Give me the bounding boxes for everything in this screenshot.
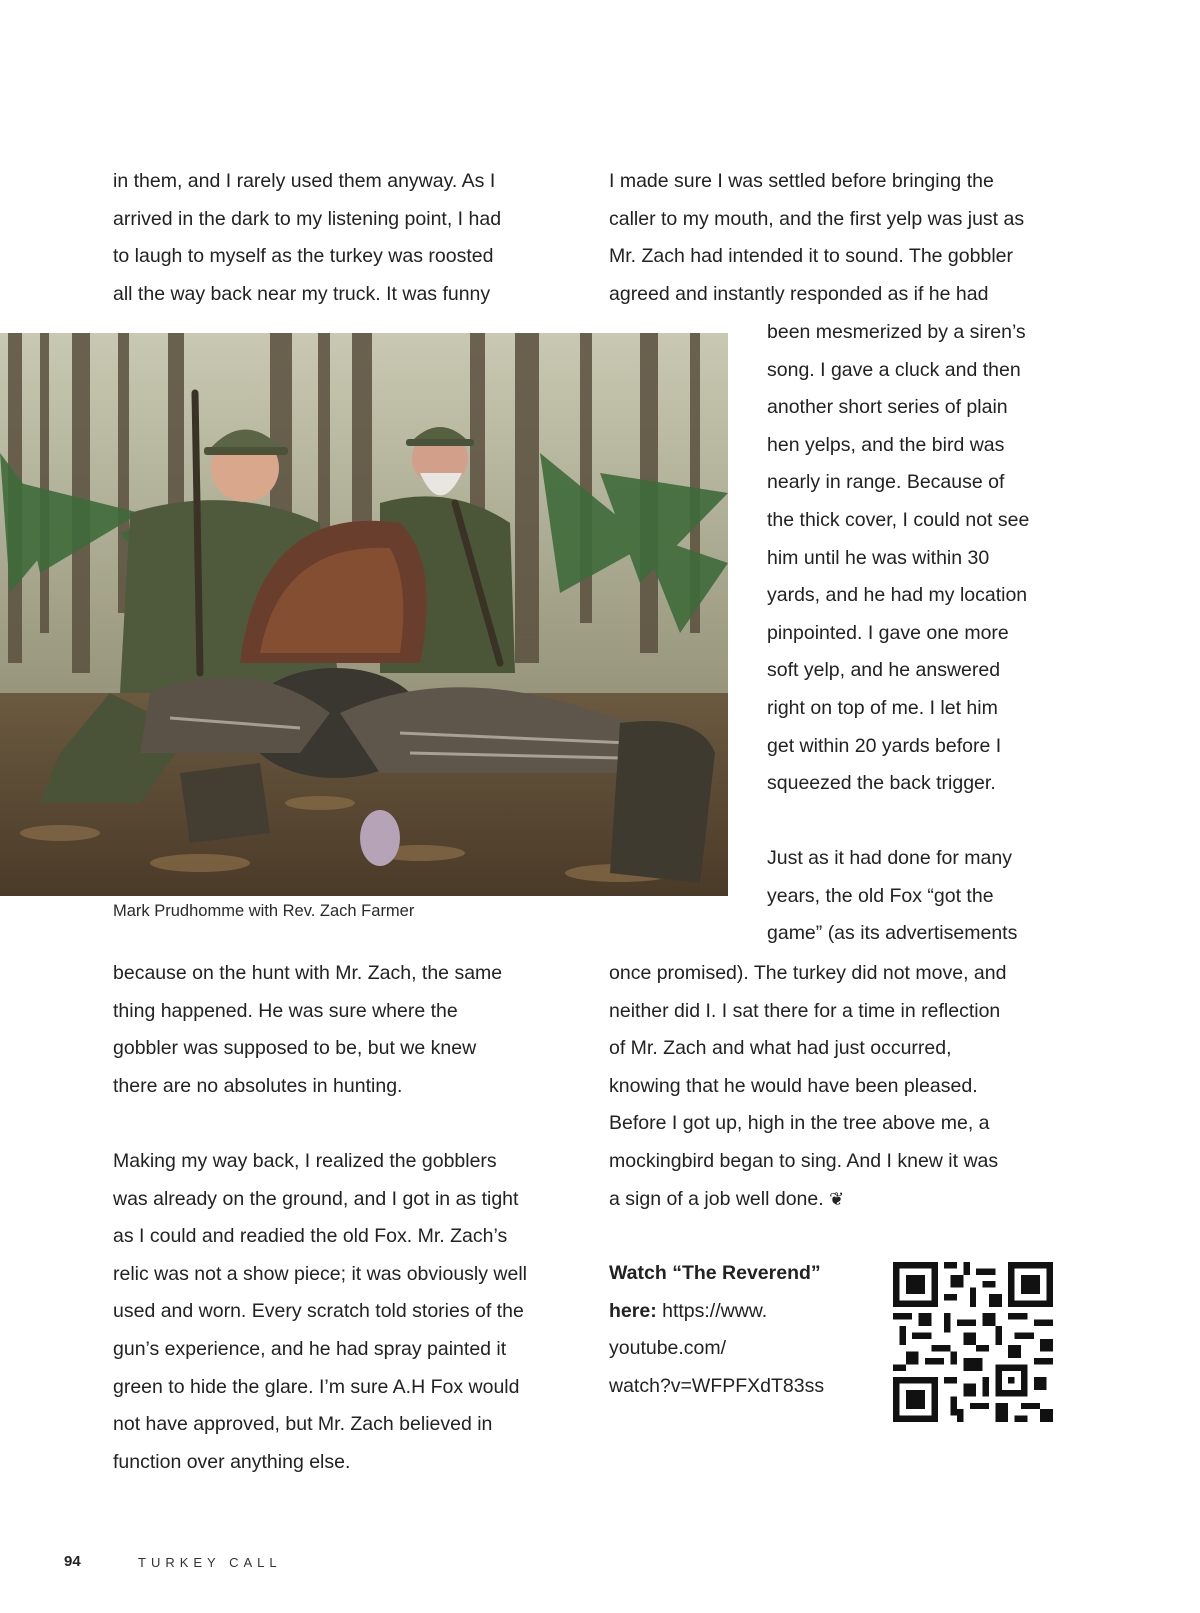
watch-url-part2[interactable]: youtube.com/ (609, 1337, 727, 1360)
watch-url-part1[interactable]: https://www. (656, 1299, 768, 1322)
hunters-turkey-photo (0, 333, 728, 896)
magazine-name: TURKEY CALL (138, 1555, 282, 1570)
watch-here-label: here: (609, 1299, 657, 1322)
col2-narrow-paragraph-2: Just as it had done for many years, the old Fox “got the game” (as its advertisements (767, 847, 1018, 945)
col2-paragraph-bottom-text: once promised). The turkey did not move, and neither did I. I sat there for a time in reflection of Mr. Zach and what had just occurred, knowing that he would have been pleased. Before I got up, high in the tree above me, a mockingbird began to sing. And I knew it was a sign of a job well done. (609, 962, 1007, 1210)
page-number: 94 (64, 1553, 81, 1570)
watch-url-part3[interactable]: watch?v=WFPFXdT83ss (609, 1374, 825, 1397)
col2-paragraph-bottom (609, 955, 1079, 1218)
end-mark-icon: ❦ (829, 1188, 845, 1209)
col1-paragraph-mid: because on the hunt with Mr. Zach, the same thing happened. He was sure where the gobbler was supposed to be, but we knew there are no absolutes in hunting. (113, 962, 503, 1097)
col1-paragraph-top: in them, and I rarely used them anyway. As I arrived in the dark to my listening point, I had to laugh to myself as the turkey was roosted all the way back near my truck. It was funny (113, 170, 502, 305)
qr-code-icon[interactable] (893, 1262, 1053, 1422)
watch-title: Watch “The Reverend” (609, 1262, 821, 1284)
col2-narrow-paragraph-1: been mesmerized by a siren’s song. I gave a cluck and then another short series of plain hen yelps, and the bird was nearly in range. Because of the thick cover, I could not see him until he was within 30 yards, and he had my location pinpointed. I gave one more soft yelp, and he answered right on top of me. I let him get within 20 yards before I squeezed the back trigger. (767, 321, 1030, 795)
photo-caption: Mark Prudhomme with Rev. Zach Farmer (113, 902, 415, 920)
watch-block (609, 1255, 869, 1405)
col1-paragraph-bottom: Making my way back, I realized the gobblers was already on the ground, and I got in as tight as I could and readied the old Fox. Mr. Zach’s relic was not a show piece; it was obviously well used and worn. Every scratch told stories of the gun’s experience, and he had spray painted it green to hide the glare. I’m sure A.H Fox would not have approved, but Mr. Zach believed in function over anything else. (113, 1150, 528, 1473)
col2-paragraph-top: I made sure I was settled before bringing the caller to my mouth, and the first yelp was just as Mr. Zach had intended it to sound. The gobbler agreed and instantly responded as if he had (609, 170, 1025, 305)
